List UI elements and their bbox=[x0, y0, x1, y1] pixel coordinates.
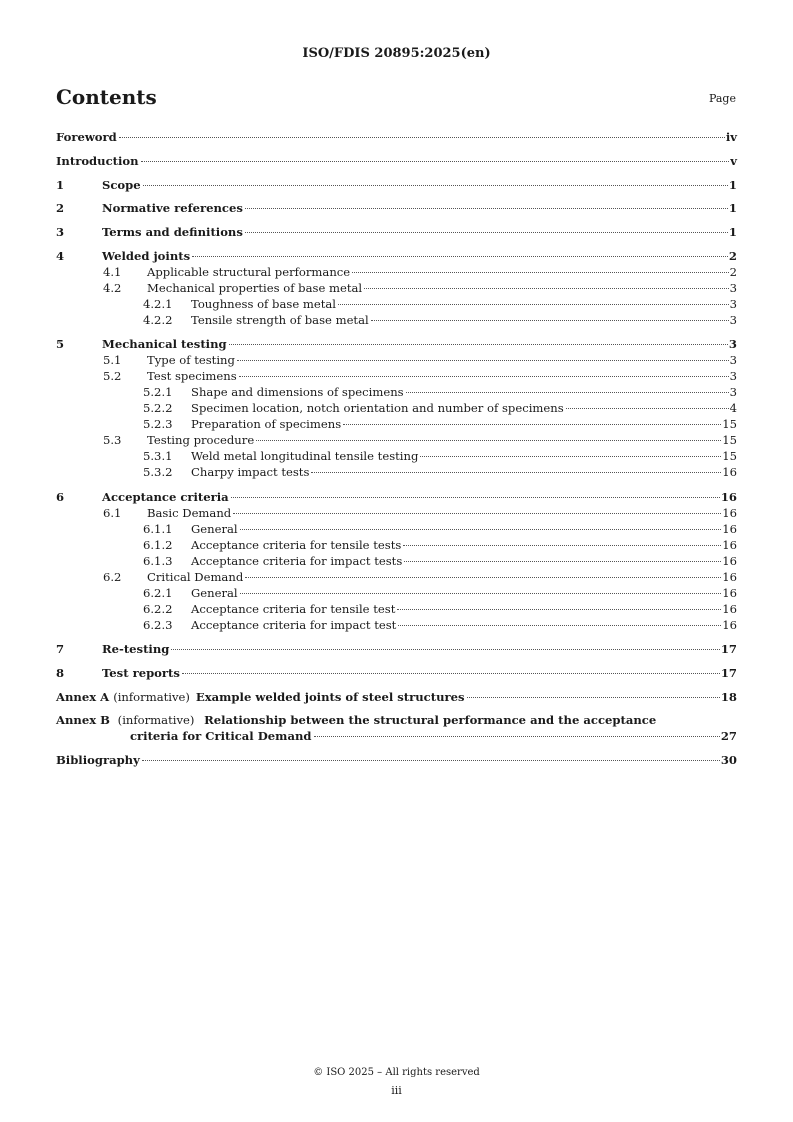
toc-entry-title: Acceptance criteria for tensile test bbox=[191, 602, 396, 616]
toc-entry-scope[interactable] bbox=[56, 177, 737, 193]
toc-entry-number: 4.2 bbox=[103, 281, 122, 295]
toc-entry-page: 1 bbox=[728, 201, 737, 215]
toc-entry-number: 4.2.1 bbox=[143, 297, 173, 311]
toc-entry-title: Type of testing bbox=[147, 353, 235, 367]
toc-entry-title: Re-testing bbox=[102, 642, 170, 656]
dot-leader bbox=[245, 208, 728, 209]
toc-entry-page: 16 bbox=[722, 554, 737, 568]
toc-entry-number: 6.2.2 bbox=[143, 602, 173, 616]
toc-entry-page: 16 bbox=[722, 586, 737, 600]
toc-entry-title: General bbox=[191, 522, 238, 536]
toc-entry-title: Introduction bbox=[56, 154, 139, 168]
toc-entry-title: Terms and definitions bbox=[102, 225, 243, 239]
toc-entry-6-2-1[interactable] bbox=[56, 585, 737, 601]
dot-leader bbox=[566, 408, 729, 409]
toc-entry-number: 1 bbox=[56, 178, 65, 192]
dot-leader bbox=[398, 625, 721, 626]
toc-entry-6-2-2[interactable] bbox=[56, 601, 737, 617]
toc-entry-title: Scope bbox=[102, 178, 141, 192]
toc-entry-title: Tensile strength of base metal bbox=[191, 313, 369, 327]
toc-entry-number: 5.1 bbox=[103, 353, 122, 367]
toc-entry-page: 17 bbox=[720, 642, 737, 656]
toc-entry-title: Toughness of base metal bbox=[191, 297, 337, 311]
dot-leader bbox=[343, 424, 721, 425]
annex-label: Annex B bbox=[56, 713, 110, 727]
toc-entry-introduction[interactable] bbox=[56, 153, 737, 169]
toc-entry-page: 18 bbox=[720, 690, 737, 704]
toc-entry-5-3[interactable] bbox=[56, 432, 737, 448]
toc-entry-6-1-2[interactable] bbox=[56, 537, 737, 553]
dot-leader bbox=[237, 360, 729, 361]
toc-entry-title: Welded joints bbox=[102, 249, 191, 263]
toc-entry-number: 5.3.2 bbox=[143, 465, 173, 479]
dot-leader bbox=[314, 736, 720, 737]
toc-entry-number: 5.3.1 bbox=[143, 449, 173, 463]
toc-entry-page: 30 bbox=[720, 753, 737, 767]
toc-entry-number: 6.1.3 bbox=[143, 554, 173, 568]
toc-entry-4-2[interactable] bbox=[56, 280, 737, 296]
toc-entry-page: 16 bbox=[722, 538, 737, 552]
toc-entry-4-2-2[interactable] bbox=[56, 312, 737, 328]
toc-entry-number: 5.2 bbox=[103, 369, 122, 383]
toc-entry-number: 5 bbox=[56, 337, 65, 351]
dot-leader bbox=[233, 513, 721, 514]
toc-entry-page: 3 bbox=[729, 353, 737, 367]
toc-entry-title: Preparation of specimens bbox=[191, 417, 342, 431]
annex-informative: (informative) bbox=[113, 690, 190, 704]
toc-entry-title: Applicable structural performance bbox=[147, 265, 351, 279]
toc-entry-number: 7 bbox=[56, 642, 65, 656]
toc-entry-title: Mechanical testing bbox=[102, 337, 227, 351]
toc-entry-page: 3 bbox=[729, 369, 737, 383]
toc-entry-number: 6.1 bbox=[103, 506, 122, 520]
toc-entry-page: 16 bbox=[722, 570, 737, 584]
toc-entry-title: Acceptance criteria bbox=[102, 490, 229, 504]
toc-entry-number: 3 bbox=[56, 225, 65, 239]
toc-entry-page: 16 bbox=[722, 618, 737, 632]
toc-entry-page: iv bbox=[725, 130, 737, 144]
dot-leader bbox=[119, 137, 725, 138]
toc-entry-number: 5.3 bbox=[103, 433, 122, 447]
page-number: iii bbox=[391, 1084, 402, 1097]
toc-entry-4-2-1[interactable] bbox=[56, 296, 737, 312]
dot-leader bbox=[420, 456, 721, 457]
toc-entry-page: 4 bbox=[729, 401, 737, 415]
toc-entry-number: 4 bbox=[56, 249, 65, 263]
dot-leader bbox=[141, 161, 730, 162]
dot-leader bbox=[311, 472, 721, 473]
toc-entry-number: 2 bbox=[56, 201, 65, 215]
toc-entry-5-3-2[interactable] bbox=[56, 464, 737, 480]
toc-entry-page: 15 bbox=[722, 417, 737, 431]
toc-entry-number: 6.1.2 bbox=[143, 538, 173, 552]
toc-entry-annex-b[interactable] bbox=[56, 712, 737, 728]
toc-entry-page: 17 bbox=[720, 666, 737, 680]
toc-entry-test-reports[interactable] bbox=[56, 665, 737, 681]
dot-leader bbox=[364, 288, 728, 289]
toc-entry-page: 16 bbox=[720, 490, 737, 504]
toc-entry-number: 8 bbox=[56, 666, 65, 680]
toc-entry-number: 5.2.1 bbox=[143, 385, 173, 399]
toc-entry-6-2-3[interactable] bbox=[56, 617, 737, 633]
toc-entry-page: 2 bbox=[729, 265, 737, 279]
toc-entry-title: Acceptance criteria for impact tests bbox=[191, 554, 403, 568]
toc-entry-title: Critical Demand bbox=[147, 570, 244, 584]
dot-leader bbox=[240, 593, 722, 594]
dot-leader bbox=[352, 272, 728, 273]
toc-entry-6-1-1[interactable] bbox=[56, 521, 737, 537]
dot-leader bbox=[403, 545, 721, 546]
document-id: ISO/FDIS 20895:2025(en) bbox=[302, 46, 491, 61]
toc-entry-number: 5.2.2 bbox=[143, 401, 173, 415]
dot-leader bbox=[182, 673, 720, 674]
toc-entry-number: 4.1 bbox=[103, 265, 122, 279]
toc-entry-page: 1 bbox=[728, 225, 737, 239]
toc-entry-acceptance-criteria[interactable] bbox=[56, 489, 737, 505]
toc-entry-title: Shape and dimensions of specimens bbox=[191, 385, 404, 399]
toc-entry-title: Foreword bbox=[56, 130, 117, 144]
toc-entry-title: General bbox=[191, 586, 238, 600]
toc-entry-page: v bbox=[730, 154, 737, 168]
dot-leader bbox=[371, 320, 729, 321]
toc-entry-page: 15 bbox=[722, 449, 737, 463]
toc-entry-title: Normative references bbox=[102, 201, 243, 215]
toc-entry-title: Test specimens bbox=[147, 369, 237, 383]
annex-label: Annex A bbox=[56, 690, 110, 704]
dot-leader bbox=[171, 649, 719, 650]
toc-entry-welded-joints[interactable] bbox=[56, 248, 737, 264]
dot-leader bbox=[404, 561, 721, 562]
table-of-contents bbox=[56, 0, 737, 800]
toc-entry-4-1[interactable] bbox=[56, 264, 737, 280]
copyright-notice: © ISO 2025 – All rights reserved bbox=[313, 1067, 480, 1078]
dot-leader bbox=[406, 392, 729, 393]
dot-leader bbox=[256, 440, 721, 441]
toc-entry-number: 6 bbox=[56, 490, 65, 504]
toc-entry-page: 3 bbox=[728, 337, 737, 351]
toc-entry-title: Test reports bbox=[102, 666, 180, 680]
toc-entry-title: Specimen location, notch orientation and number of specimens bbox=[191, 401, 564, 415]
dot-leader bbox=[192, 256, 728, 257]
toc-entry-page: 16 bbox=[722, 602, 737, 616]
toc-entry-page: 3 bbox=[729, 313, 737, 327]
toc-entry-number: 5.2.3 bbox=[143, 417, 173, 431]
toc-entry-page: 3 bbox=[729, 281, 737, 295]
toc-entry-6-2[interactable] bbox=[56, 569, 737, 585]
dot-leader bbox=[143, 185, 728, 186]
toc-entry-annex-a[interactable] bbox=[56, 689, 737, 705]
toc-entry-page: 3 bbox=[729, 297, 737, 311]
toc-entry-page: 3 bbox=[729, 385, 737, 399]
annex-title: Example welded joints of steel structures bbox=[195, 690, 465, 704]
toc-entry-6-1-3[interactable] bbox=[56, 553, 737, 569]
toc-entry-5-2-2[interactable] bbox=[56, 400, 737, 416]
toc-entry-5-3-1[interactable] bbox=[56, 448, 737, 464]
toc-entry-5-1[interactable] bbox=[56, 352, 737, 368]
toc-entry-page: 27 bbox=[720, 729, 737, 743]
dot-leader bbox=[142, 760, 720, 761]
dot-leader bbox=[245, 232, 728, 233]
toc-entry-5-2[interactable] bbox=[56, 368, 737, 384]
dot-leader bbox=[231, 497, 720, 498]
toc-entry-number: 6.1.1 bbox=[143, 522, 173, 536]
toc-entry-annex-b-continued[interactable] bbox=[56, 728, 737, 744]
annex-title-line2: criteria for Critical Demand bbox=[130, 729, 312, 743]
toc-entry-terms-definitions[interactable] bbox=[56, 224, 737, 240]
dot-leader bbox=[467, 697, 720, 698]
toc-entry-title: Charpy impact tests bbox=[191, 465, 310, 479]
dot-leader bbox=[397, 609, 721, 610]
dot-leader bbox=[338, 304, 729, 305]
toc-entry-mechanical-testing[interactable] bbox=[56, 336, 737, 352]
toc-entry-title: Acceptance criteria for tensile tests bbox=[191, 538, 402, 552]
toc-entry-page: 2 bbox=[728, 249, 737, 263]
toc-entry-number: 6.2 bbox=[103, 570, 122, 584]
toc-entry-title: Testing procedure bbox=[147, 433, 255, 447]
toc-entry-number: 6.2.3 bbox=[143, 618, 173, 632]
toc-entry-number: 6.2.1 bbox=[143, 586, 173, 600]
dot-leader bbox=[239, 376, 729, 377]
toc-entry-number: 4.2.2 bbox=[143, 313, 173, 327]
toc-entry-page: 1 bbox=[728, 178, 737, 192]
dot-leader bbox=[229, 344, 728, 345]
toc-entry-title: Acceptance criteria for impact test bbox=[191, 618, 397, 632]
annex-title-line1: Relationship between the structural performance and the acceptance bbox=[204, 713, 657, 727]
toc-entry-bibliography[interactable] bbox=[56, 752, 737, 768]
toc-entry-re-testing[interactable] bbox=[56, 641, 737, 657]
toc-entry-page: 15 bbox=[722, 433, 737, 447]
dot-leader bbox=[240, 529, 722, 530]
toc-entry-normative-references[interactable] bbox=[56, 200, 737, 216]
annex-informative: (informative) bbox=[117, 713, 195, 727]
toc-entry-5-2-1[interactable] bbox=[56, 384, 737, 400]
toc-entry-title: Mechanical properties of base metal bbox=[147, 281, 363, 295]
toc-entry-6-1[interactable] bbox=[56, 505, 737, 521]
toc-entry-foreword[interactable] bbox=[56, 129, 737, 145]
toc-entry-title: Weld metal longitudinal tensile testing bbox=[191, 449, 419, 463]
toc-entry-title: Basic Demand bbox=[147, 506, 232, 520]
toc-entry-page: 16 bbox=[722, 522, 737, 536]
toc-entry-title: Bibliography bbox=[56, 753, 140, 767]
contents-heading: Contents bbox=[56, 85, 157, 109]
toc-entry-5-2-3[interactable] bbox=[56, 416, 737, 432]
page-column-label: Page bbox=[708, 92, 736, 105]
toc-entry-page: 16 bbox=[722, 465, 737, 479]
dot-leader bbox=[245, 577, 721, 578]
toc-entry-page: 16 bbox=[722, 506, 737, 520]
